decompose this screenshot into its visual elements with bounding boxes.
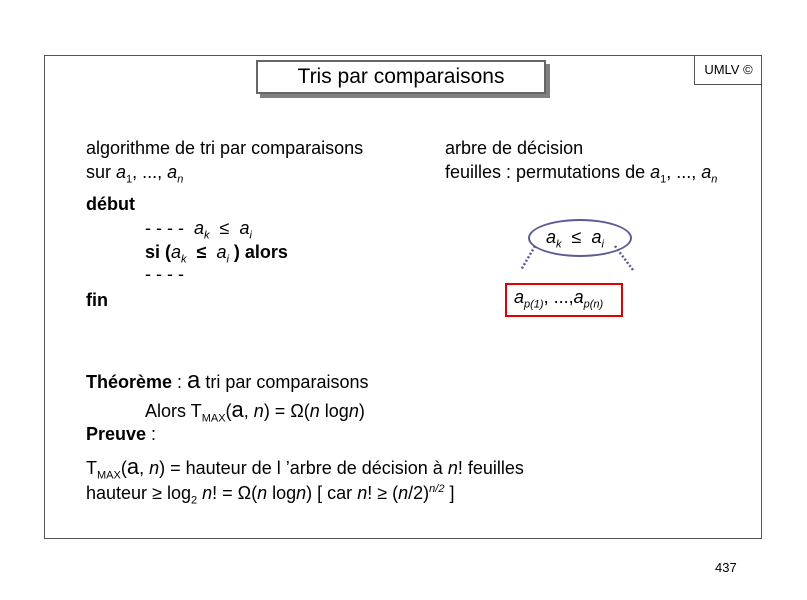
right-line-2: feuilles : permutations de $a_1$, ..., $a_n$ (445, 162, 718, 186)
right-line-1: arbre de décision (445, 138, 584, 158)
leaf-label: $a_{p(1)}$, $...,a_{p(n)}$ (514, 287, 604, 311)
proof-line-1: $T_{MAX}(a$, n) = hauteur de l ’arbre de décision à n! feuilles (86, 454, 524, 482)
fin-keyword: fin (86, 290, 108, 310)
theorem-line: Théorème : a tri par comparaisons (86, 367, 369, 394)
dash-line-2: - - - - (145, 264, 184, 284)
left-branch (521, 246, 535, 270)
slide-title: Tris par comparaisons (256, 60, 546, 94)
compare-line: - - - - $a_k \le a_i$ (145, 218, 252, 242)
debut-keyword: début (86, 194, 135, 214)
page-number: 437 (715, 560, 737, 575)
proof-line-2: hauteur ≥ $\log_2 n$! = Ω(n logn) [ car n! ≥ $(n/2)^{n/2}$ ] (86, 483, 455, 507)
theorem-alors-line: Alors $T_{MAX}(a$, n) = Ω(n logn) (145, 397, 365, 425)
left-line-2: sur $a_1$, ..., $a_n$ (86, 162, 184, 186)
left-line-1: algorithme de tri par comparaisons (86, 138, 364, 158)
copyright-tag: UMLV © (694, 55, 762, 85)
decision-node-label: $a_k \le a_i$ (546, 227, 604, 251)
si-alors-line: si ($a_k \le a_i$ ) alors (145, 242, 288, 266)
preuve-line: Preuve : (86, 424, 157, 444)
